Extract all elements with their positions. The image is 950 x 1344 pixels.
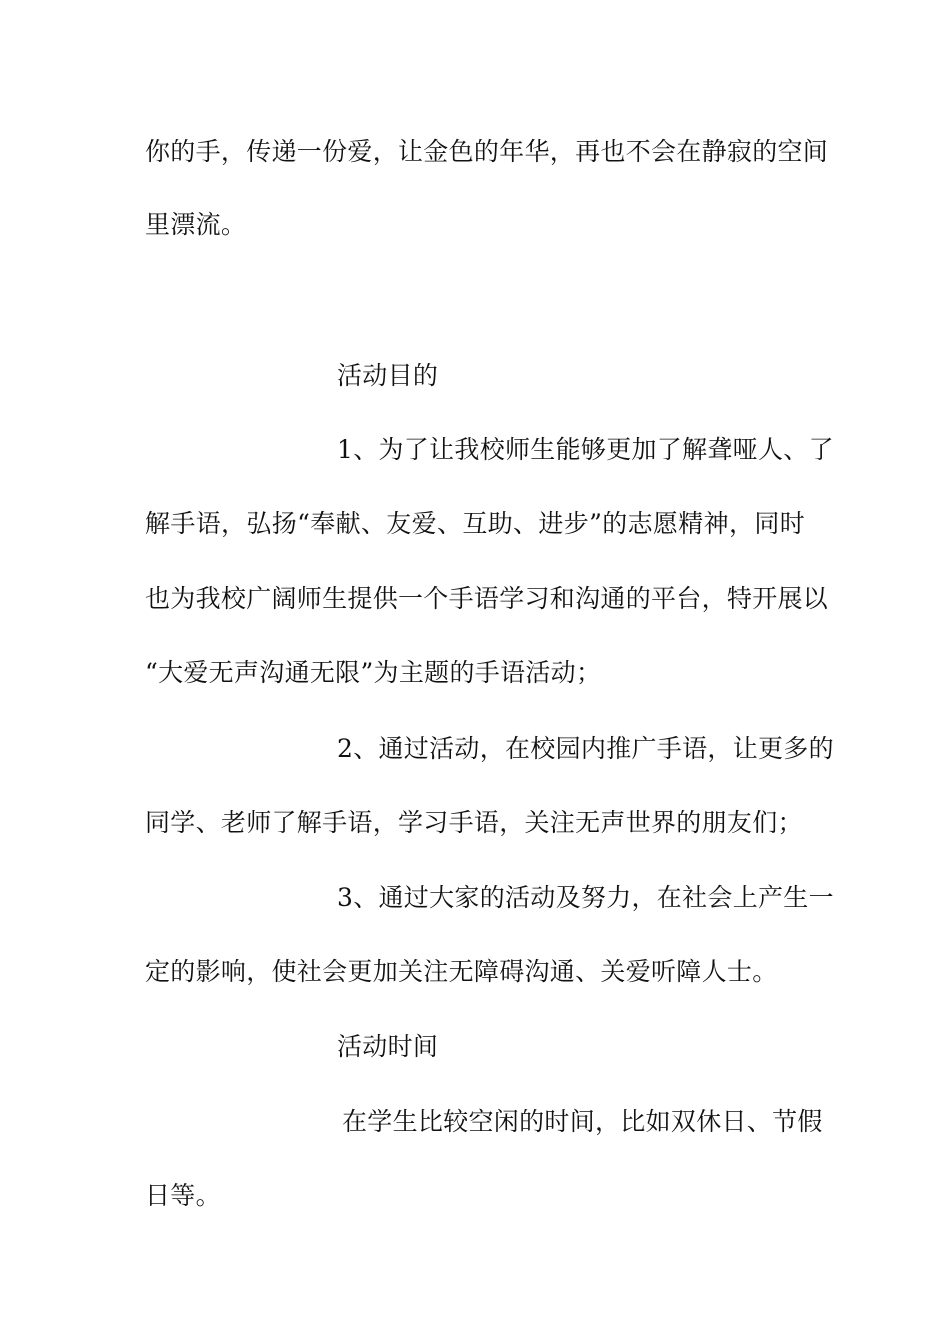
purpose-item1-line4: “大爱无声沟通无限”为主题的手语活动；	[145, 658, 602, 687]
time-line-1: 在学生比较空闲的时间，比如双休日、节假	[342, 1107, 823, 1136]
purpose-heading: 活动目的	[337, 361, 439, 390]
time-heading: 活动时间	[337, 1032, 439, 1061]
purpose-item3-line1: 3、通过大家的活动及努力，在社会上产生一	[337, 883, 834, 912]
intro-line-1: 你的手，传递一份爱，让金色的年华，再也不会在静寂的空间	[145, 137, 829, 166]
purpose-item2-line1: 2、通过活动，在校园内推广手语，让更多的	[337, 734, 834, 763]
purpose-item1-line2: 解手语，弘扬“奉献、友爱、互助、进步”的志愿精神，同时	[145, 509, 805, 538]
purpose-item1-line3: 也为我校广阔师生提供一个手语学习和沟通的平台，特开展以	[145, 584, 829, 613]
purpose-item2-line2: 同学、老师了解手语，学习手语，关注无声世界的朋友们；	[145, 808, 803, 837]
intro-line-2: 里漂流。	[145, 210, 247, 239]
purpose-item1-line1: 1、为了让我校师生能够更加了解聋哑人、了	[337, 435, 834, 464]
time-line-2: 日等。	[145, 1181, 221, 1210]
purpose-item3-line2: 定的影响，使社会更加关注无障碍沟通、关爱听障人士。	[145, 957, 778, 986]
